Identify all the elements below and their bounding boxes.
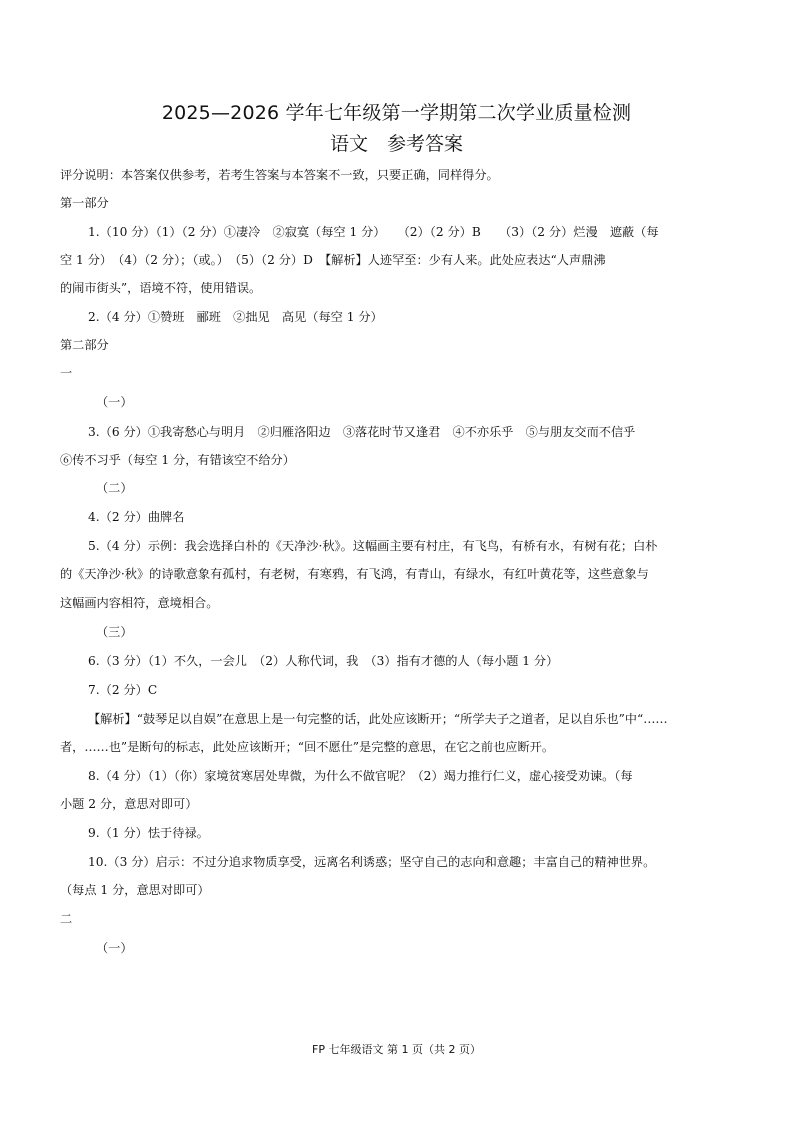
subsection-heading: （一）	[96, 941, 133, 955]
document-title: 2025—2026 学年七年级第一学期第二次学业质量检测	[161, 102, 632, 124]
answer-line: 7.（2 分）C	[88, 683, 158, 697]
answer-line: 小题 2 分，意思对即可）	[60, 797, 198, 811]
scoring-note: 评分说明：本答案仅供参考，若考生答案与本答案不一致，只要正确，同样得分。	[60, 168, 499, 182]
answer-line: 的闹市街头”，语境不符，使用错误。	[60, 281, 262, 295]
answer-line: 这幅画内容相符，意境相合。	[60, 596, 219, 610]
subsection-heading: （三）	[96, 625, 133, 639]
section-heading-part1: 第一部分	[60, 196, 109, 210]
answer-line: 8.（4 分）（1）（你）家境贫寒居处卑微，为什么不做官呢？（2）竭力推行仁义，虚心接受劝谏。（每	[88, 769, 633, 783]
section-number: 一	[60, 366, 73, 380]
analysis-line: 【解析】“鼓琴足以自娱”在意思上是一句完整的话，此处应该断开；“所学夫子之道者，足以自乐也”中“……	[88, 712, 668, 726]
answer-line: 4.（2 分）曲牌名	[88, 510, 185, 524]
subsection-heading: （一）	[96, 395, 133, 409]
answer-line: 空 1 分） （4）（2 分）；（或。） （5）（2 分）D 【解析】人迹罕至：少有人来。此处应表达“人声鼎沸	[60, 253, 606, 267]
page-footer: FP 七年级语文 第 1 页（共 2 页）	[312, 1043, 481, 1056]
section-number: 二	[60, 912, 73, 926]
answer-line: 3.（6 分）①我寄愁心与明月 ②归雁洛阳边 ③落花时节又逢君 ④不亦乐乎 ⑤与朋友交而不信乎	[88, 425, 636, 439]
document-subtitle: 语文 参考答案	[329, 133, 463, 155]
answer-line: 9.（1 分）怯于待禄。	[88, 826, 209, 840]
answer-line: 5.（4 分）示例：我会选择白朴的《天净沙·秋》。这幅画主要有村庄，有飞鸟，有桥有水，有树有花；白朴	[88, 539, 658, 553]
answer-line: （每点 1 分，意思对即可）	[60, 883, 210, 897]
answer-line: 10.（3 分）启示：不过分追求物质享受，远离名利诱惑；坚守自己的志向和意趣；丰富自己的精神世界。	[88, 855, 656, 869]
section-heading-part2: 第二部分	[60, 338, 109, 352]
answer-line: 1.（10 分）（1）（2 分）①凄冷 ②寂寞（每空 1 分） （2）（2 分）B （3）（2 分）烂漫 遮蔽（每	[88, 225, 659, 239]
subsection-heading: （二）	[96, 481, 133, 495]
answer-line: ⑥传不习乎（每空 1 分，有错该空不给分）	[60, 453, 295, 467]
answer-line: 2.（4 分）①赞班 郦班 ②拙见 高见（每空 1 分）	[88, 310, 383, 324]
analysis-line: 者，……也”是断句的标志，此处应该断开；“回不愿仕”是完整的意思，在它之前也应断开。	[60, 740, 555, 754]
answer-line: 的《天净沙·秋》的诗歌意象有孤村，有老树，有寒鸦，有飞鸿，有青山，有绿水，有红叶黄花等，这些意象与	[60, 567, 649, 581]
answer-line: 6.（3 分）（1）不久，一会儿 （2）人称代词，我 （3）指有才德的人（每小题 1 分）	[88, 654, 559, 668]
